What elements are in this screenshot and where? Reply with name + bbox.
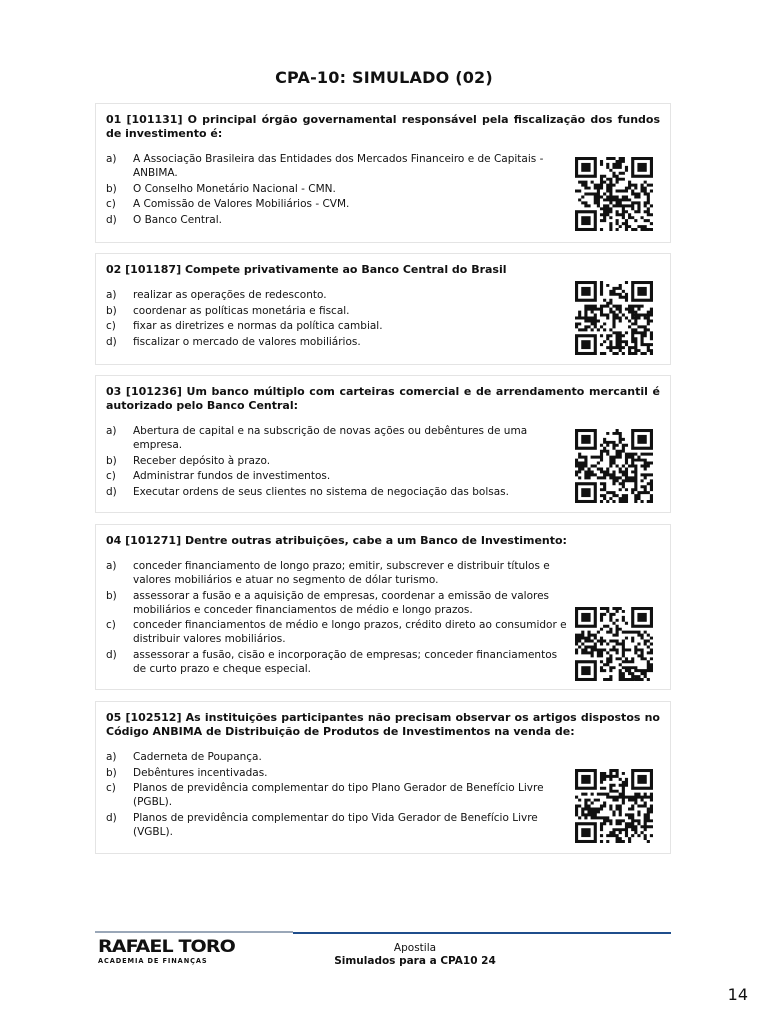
footer-line-1: Apostila xyxy=(393,942,437,954)
option-text: A Comissão de Valores Mobiliários - CVM. xyxy=(133,198,350,211)
question-heading: 05 [102512] As instituições participantes não precisam observar os artigos dispostos no Código ANBIMA de Distribuição de Produtos de Investimentos na venda de: xyxy=(106,711,660,738)
option-label: b) xyxy=(106,454,117,467)
option-label: b) xyxy=(106,766,117,779)
options-list xyxy=(106,750,568,839)
option-label: a) xyxy=(106,153,117,165)
option-text: fiscalizar o mercado de valores mobiliários. xyxy=(133,336,361,349)
option-label: a) xyxy=(106,289,117,301)
option-text: Planos de previdência complementar do tipo Vida Gerador de Benefício Livre (VGBL). xyxy=(133,812,538,839)
option-b[interactable] xyxy=(106,454,568,468)
options-list xyxy=(106,559,568,676)
option-text: assessorar a fusão e a aquisição de empresas, coordenar a emissão de valores mobiliários e conceder financiamentos de médio e longo prazos. xyxy=(133,589,550,616)
option-text: Receber depósito à prazo. xyxy=(133,454,271,467)
option-text: O Conselho Monetário Nacional - CMN. xyxy=(133,182,336,195)
option-a[interactable] xyxy=(106,152,568,180)
option-label: a) xyxy=(106,425,117,437)
question-card-3 xyxy=(95,375,671,513)
brand-logo xyxy=(98,937,235,965)
option-text: Administrar fundos de investimentos. xyxy=(133,470,331,483)
logo-tagline: ACADEMIA DE FINANÇAS xyxy=(98,957,208,965)
option-text: Planos de previdência complementar do tipo Plano Gerador de Benefício Livre (PGBL). xyxy=(133,782,544,809)
option-text: Caderneta de Poupança. xyxy=(133,751,262,763)
option-label: a) xyxy=(106,751,117,763)
option-text: assessorar a fusão, cisão e incorporação de empresas; conceder financiamentos de curto prazo e cheque especial. xyxy=(133,649,558,676)
option-c[interactable] xyxy=(106,469,568,483)
qr-code-icon[interactable] xyxy=(575,769,653,843)
option-label: b) xyxy=(106,182,117,195)
option-c[interactable] xyxy=(106,781,568,809)
option-a[interactable] xyxy=(106,424,568,452)
option-text: fixar as diretrizes e normas da política cambial. xyxy=(133,320,383,333)
option-label: d) xyxy=(106,486,117,499)
option-text: conceder financiamentos de médio e longo prazos, crédito direto ao consumidor e distribuir valores mobiliários. xyxy=(133,619,567,646)
option-label: d) xyxy=(106,214,117,227)
options-list xyxy=(106,424,568,499)
option-label: c) xyxy=(106,470,116,483)
option-d[interactable] xyxy=(106,485,568,499)
option-label: d) xyxy=(106,336,117,349)
footer-caption xyxy=(293,942,537,968)
option-text: coordenar as políticas monetária e fiscal. xyxy=(133,304,350,317)
qr-code-icon[interactable] xyxy=(575,281,653,355)
option-label: c) xyxy=(106,198,116,211)
question-card-4 xyxy=(95,524,671,690)
question-card-5 xyxy=(95,701,671,854)
option-c[interactable] xyxy=(106,197,568,211)
option-label: d) xyxy=(106,812,117,825)
page-number: 14 xyxy=(727,985,748,1004)
option-b[interactable] xyxy=(106,304,568,318)
option-c[interactable] xyxy=(106,618,568,646)
option-label: c) xyxy=(106,782,116,795)
option-label: c) xyxy=(106,320,116,333)
qr-code-icon[interactable] xyxy=(575,429,653,503)
footer-divider-right xyxy=(293,932,671,934)
page-title: CPA-10: SIMULADO (02) xyxy=(275,68,493,87)
qr-code-icon[interactable] xyxy=(575,607,653,681)
options-list xyxy=(106,152,568,227)
option-text: Executar ordens de seus clientes no sistema de negociação das bolsas. xyxy=(133,486,509,499)
option-d[interactable] xyxy=(106,213,568,227)
option-c[interactable] xyxy=(106,319,568,333)
option-text: realizar as operações de redesconto. xyxy=(133,289,327,301)
question-card-2 xyxy=(95,253,671,365)
option-text: conceder financiamento de longo prazo; emitir, subscrever e distribuir títulos e valores mobiliários e atuar no segmento de dólar turismo. xyxy=(133,560,550,586)
footer-line-2: Simulados para a CPA10 24 xyxy=(334,955,496,967)
question-heading: 02 [101187] Compete privativamente ao Banco Central do Brasil xyxy=(106,263,507,276)
question-heading: 03 [101236] Um banco múltiplo com carteiras comercial e de arrendamento mercantil é autorizado pelo Banco Central: xyxy=(106,385,660,412)
option-a[interactable] xyxy=(106,288,568,302)
option-label: d) xyxy=(106,649,117,662)
option-text: Debêntures incentivadas. xyxy=(133,766,268,779)
logo-wordmark: RAFAEL TORO xyxy=(98,937,235,957)
question-card-1 xyxy=(95,103,671,243)
option-b[interactable] xyxy=(106,589,568,617)
option-label: b) xyxy=(106,589,117,602)
option-b[interactable] xyxy=(106,766,568,780)
option-a[interactable] xyxy=(106,750,568,764)
question-heading: 01 [101131] O principal órgão governamental responsável pela fiscalização dos fundos de investimento é: xyxy=(106,113,660,140)
option-d[interactable] xyxy=(106,335,568,349)
option-label: a) xyxy=(106,560,117,572)
qr-code-icon[interactable] xyxy=(575,157,653,231)
option-d[interactable] xyxy=(106,811,568,839)
option-b[interactable] xyxy=(106,182,568,196)
option-text: O Banco Central. xyxy=(133,214,222,227)
option-d[interactable] xyxy=(106,648,568,676)
options-list xyxy=(106,288,568,349)
option-text: Abertura de capital e na subscrição de novas ações ou debêntures de uma empresa. xyxy=(133,425,528,451)
question-heading: 04 [101271] Dentre outras atribuições, cabe a um Banco de Investimento: xyxy=(106,534,567,547)
option-text: A Associação Brasileira das Entidades dos Mercados Financeiro e de Capitais - ANBIMA. xyxy=(133,153,544,179)
option-label: b) xyxy=(106,304,117,317)
option-label: c) xyxy=(106,619,116,632)
option-a[interactable] xyxy=(106,559,568,587)
footer-divider-left xyxy=(95,931,293,933)
